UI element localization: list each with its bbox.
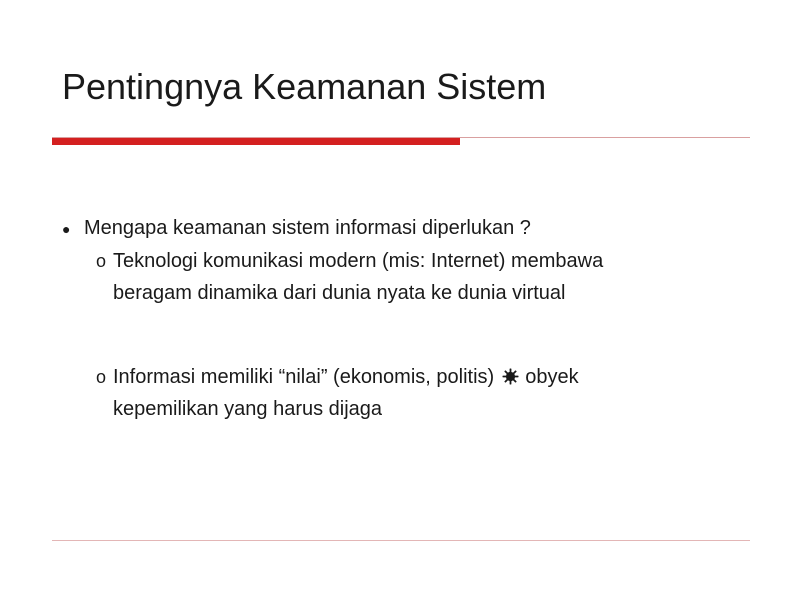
sub-bullet-text-line: beragam dinamika dari dunia nyata ke dunia virtual [113,282,566,304]
sub-bullet-marker: o [96,367,107,387]
sub-bullet-text-line: Teknologi komunikasi modern (mis: Internet) membawa [113,250,604,272]
starburst-icon [502,363,519,380]
title-divider-accent [52,138,460,145]
sub-bullet-item [96,361,762,425]
bullet-text: Mengapa keamanan sistem informasi diperlukan ? [84,217,531,239]
sub-bullet-text-segment: Informasi memiliki “nilai” (ekonomis, politis) [113,366,495,388]
sub-bullet-list [96,245,762,425]
slide-title: Pentingnya Keamanan Sistem [62,66,547,107]
slide-body [62,212,762,425]
sub-bullet-text-line [113,361,762,393]
sub-bullet-text-segment: obyek [525,366,579,388]
sub-bullet-marker: o [96,251,107,271]
bullet-item [62,212,762,245]
sub-bullet-item [96,245,762,309]
sub-bullet-text-line: kepemilikan yang harus dijaga [113,398,383,420]
footer-divider [52,540,750,541]
bullet-marker: ● [62,221,71,237]
